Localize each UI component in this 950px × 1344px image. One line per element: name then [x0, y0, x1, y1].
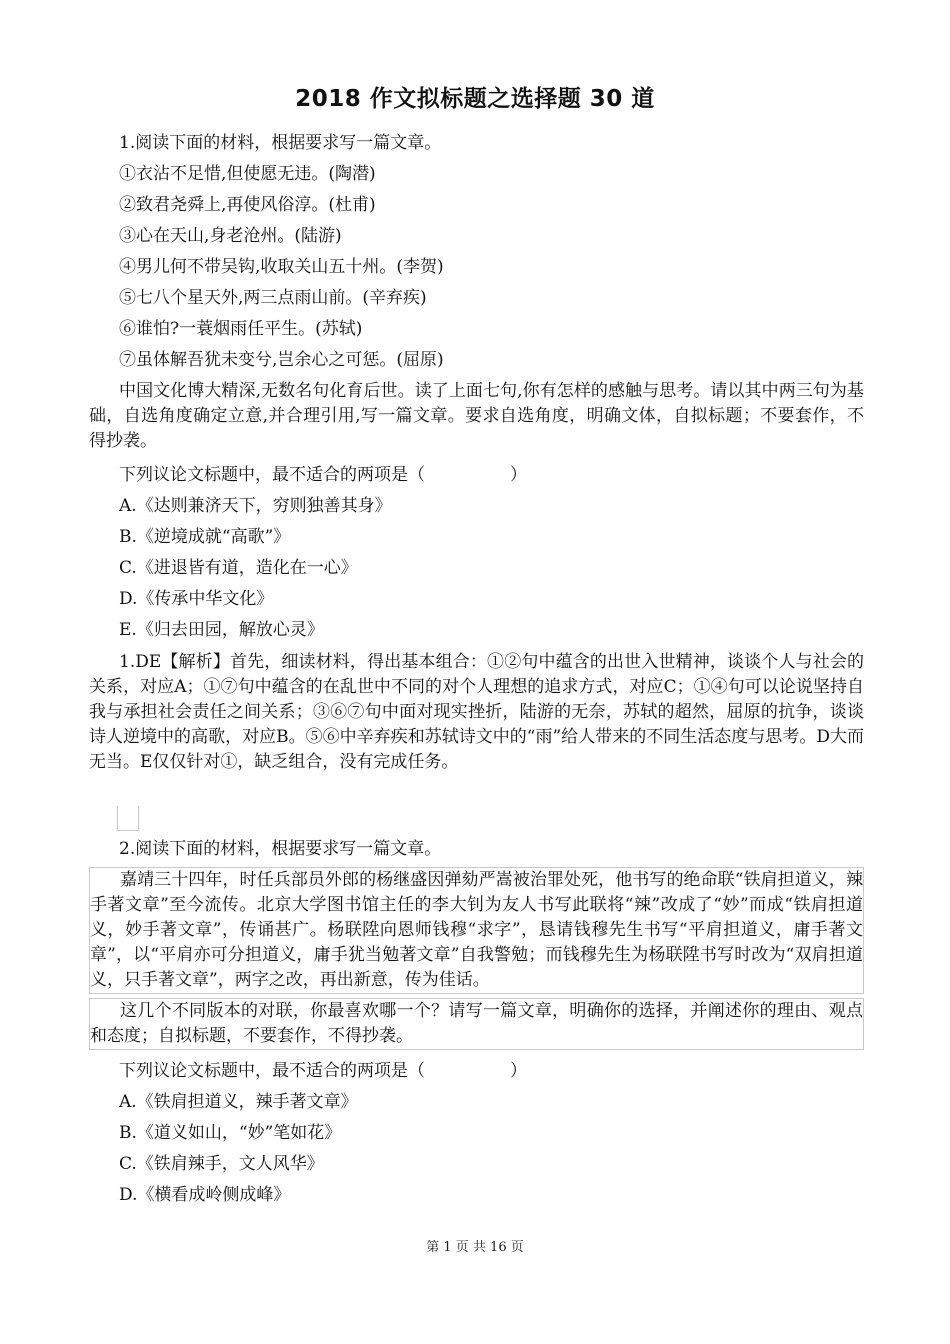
- q1-question: 下列议论文标题中，最不适合的两项是（ ）: [119, 465, 527, 485]
- q1-option-a: A.《达则兼济天下，穷则独善其身》: [119, 496, 392, 516]
- q1-quote-5: ⑤七八个星天外,两三点雨山前。(辛弃疾): [119, 288, 427, 308]
- q1-quote-3: ③心在天山,身老沧州。(陆游): [119, 226, 342, 246]
- q2-instruction: 这几个不同版本的对联，你最喜欢哪一个？请写一篇文章，明确你的选择，并阐述你的理由、观点和态度；自拟标题，不要套作，不得抄袭。: [89, 998, 864, 1050]
- q1-answer: 1.DE【解析】首先，细读材料，得出基本组合：①②句中蕴含的出世入世精神，谈谈个人与社会的关系，对应A；①⑦句中蕴含的在乱世中不同的对个人理想的追求方式，对应C；①④句可以论说坚持自我与承担社会责任之间关系；③⑥⑦句中面对现实挫折，陆游的无奈，苏轼的超然，屈原的抗争，谈谈诗人逆境中的高歌，对应B。⑤⑥中辛弃疾和苏轼诗文中的“雨”给人带来的不同生活态度与思考。D大而无当。E仅仅针对①，缺乏组合，没有完成任务。: [89, 652, 864, 772]
- q2-option-a: A.《铁肩担道义，辣手著文章》: [119, 1092, 358, 1112]
- q1-quote-1: ①衣沾不足惜,但使愿无违。(陶潜): [119, 164, 376, 184]
- q2-option-b: B.《道义如山，“妙”笔如花》: [119, 1123, 342, 1143]
- q1-quote-7: ⑦虽体解吾犹未变兮,岂余心之可惩。(屈原): [119, 350, 444, 370]
- question-2: [89, 834, 864, 1211]
- q1-option-b: B.《逆境成就“高歌”》: [119, 527, 291, 547]
- q2-material: 嘉靖三十四年，时任兵部员外郎的杨继盛因弹劾严嵩被治罪处死，他书写的绝命联“铁肩担道义，辣手著文章”至今流传。北京大学图书馆主任的李大钊为友人书写此联将“辣”改成了“妙”而成“铁肩担道义，妙手著文章”，传诵甚广。杨联陞向恩师钱穆“求字”，恳请钱穆先生书写“平肩担道义，庸手著文章”，以“平肩亦可分担道义，庸手犹当勉著文章”自我警勉；而钱穆先生为杨联陞书写时改为“双肩担道义，只手著文章”，两字之改，再出新意，传为佳话。: [89, 867, 864, 994]
- q1-instruction: 中国文化博大精深,无数名句化育后世。读了上面七句,你有怎样的感触与思考。请以其中两三句为基础，自选角度确定立意,并合理引用,写一篇文章。要求自选角度，明确文体，自拟标题；不要套作，不得抄袭。: [89, 381, 864, 451]
- q2-option-c: C.《铁肩辣手，文人风华》: [119, 1154, 324, 1174]
- document-title: 2018 作文拟标题之选择题 30 道: [295, 86, 655, 112]
- q2-question: 下列议论文标题中，最不适合的两项是（ ）: [119, 1061, 527, 1081]
- q1-prompt: 1.阅读下面的材料，根据要求写一篇文章。: [119, 133, 442, 153]
- q1-quote-6: ⑥谁怕?一蓑烟雨任平生。(苏轼): [119, 319, 363, 339]
- q1-quote-4: ④男儿何不带吴钩,收取关山五十州。(李贺): [119, 257, 444, 277]
- q2-option-d: D.《横看成岭侧成峰》: [119, 1185, 291, 1205]
- page-footer: 第 1 页 共 16 页: [426, 1240, 524, 1255]
- question-1: [89, 128, 864, 775]
- q2-prompt: 2.阅读下面的材料，根据要求写一篇文章。: [119, 839, 442, 859]
- empty-text-box: [117, 806, 139, 831]
- q1-option-e: E.《归去田园，解放心灵》: [119, 620, 324, 640]
- q1-option-d: D.《传承中华文化》: [119, 589, 274, 609]
- q1-option-c: C.《进退皆有道，造化在一心》: [119, 558, 358, 578]
- q1-quote-2: ②致君尧舜上,再使风俗淳。(杜甫): [119, 195, 376, 215]
